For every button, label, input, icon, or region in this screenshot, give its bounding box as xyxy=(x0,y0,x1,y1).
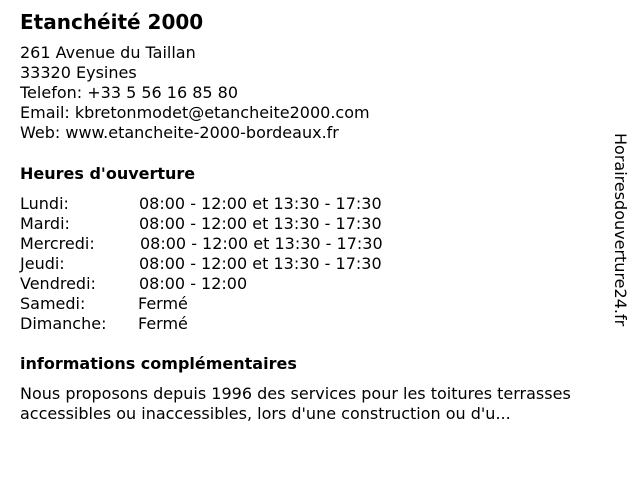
hours-time-value: 08:00 - 12:00 et 13:30 - 17:30 xyxy=(140,234,383,253)
hours-time-value: 08:00 - 12:00 et 13:30 - 17:30 xyxy=(139,254,382,273)
description-line: Nous proposons depuis 1996 des services pour les toitures terrasses xyxy=(20,384,571,403)
hours-day-label: Jeudi: xyxy=(20,254,65,273)
hours-row-wednesday xyxy=(20,234,440,254)
hours-time-value: 08:00 - 12:00 et 13:30 - 17:30 xyxy=(139,194,382,213)
hours-day-label: Mercredi: xyxy=(20,234,95,253)
business-description xyxy=(20,384,620,424)
hours-day-label: Samedi: xyxy=(20,294,86,313)
opening-hours-table xyxy=(20,194,440,334)
email-text: Email: kbretonmodet@etancheite2000.com xyxy=(20,103,370,122)
hours-row-tuesday xyxy=(20,214,440,234)
hours-row-monday xyxy=(20,194,440,214)
site-watermark: Horairesdouverture24.fr xyxy=(611,133,630,327)
description-line: accessibles ou inaccessibles, lors d'une construction ou d'u... xyxy=(20,404,511,423)
hours-time-value: 08:00 - 12:00 et 13:30 - 17:30 xyxy=(139,214,382,233)
hours-day-label: Lundi: xyxy=(20,194,69,213)
hours-time-value: Fermé xyxy=(138,314,188,333)
hours-row-sunday xyxy=(20,314,440,334)
address-street: 261 Avenue du Taillan xyxy=(20,43,196,62)
hours-row-saturday xyxy=(20,294,440,314)
opening-hours-heading: Heures d'ouverture xyxy=(20,164,196,183)
hours-day-label: Mardi: xyxy=(20,214,70,233)
hours-day-label: Dimanche: xyxy=(20,314,107,333)
hours-time-value: 08:00 - 12:00 xyxy=(139,274,248,293)
contact-block xyxy=(20,43,370,143)
business-name: Etanchéité 2000 xyxy=(20,10,204,34)
phone-text: Telefon: +33 5 56 16 85 80 xyxy=(20,83,239,102)
additional-info-heading: informations complémentaires xyxy=(20,354,297,373)
address-city: 33320 Eysines xyxy=(20,63,137,82)
hours-row-friday xyxy=(20,274,440,294)
hours-time-value: Fermé xyxy=(138,294,188,313)
hours-row-thursday xyxy=(20,254,440,274)
website-text: Web: www.etancheite-2000-bordeaux.fr xyxy=(20,123,339,142)
hours-day-label: Vendredi: xyxy=(20,274,96,293)
